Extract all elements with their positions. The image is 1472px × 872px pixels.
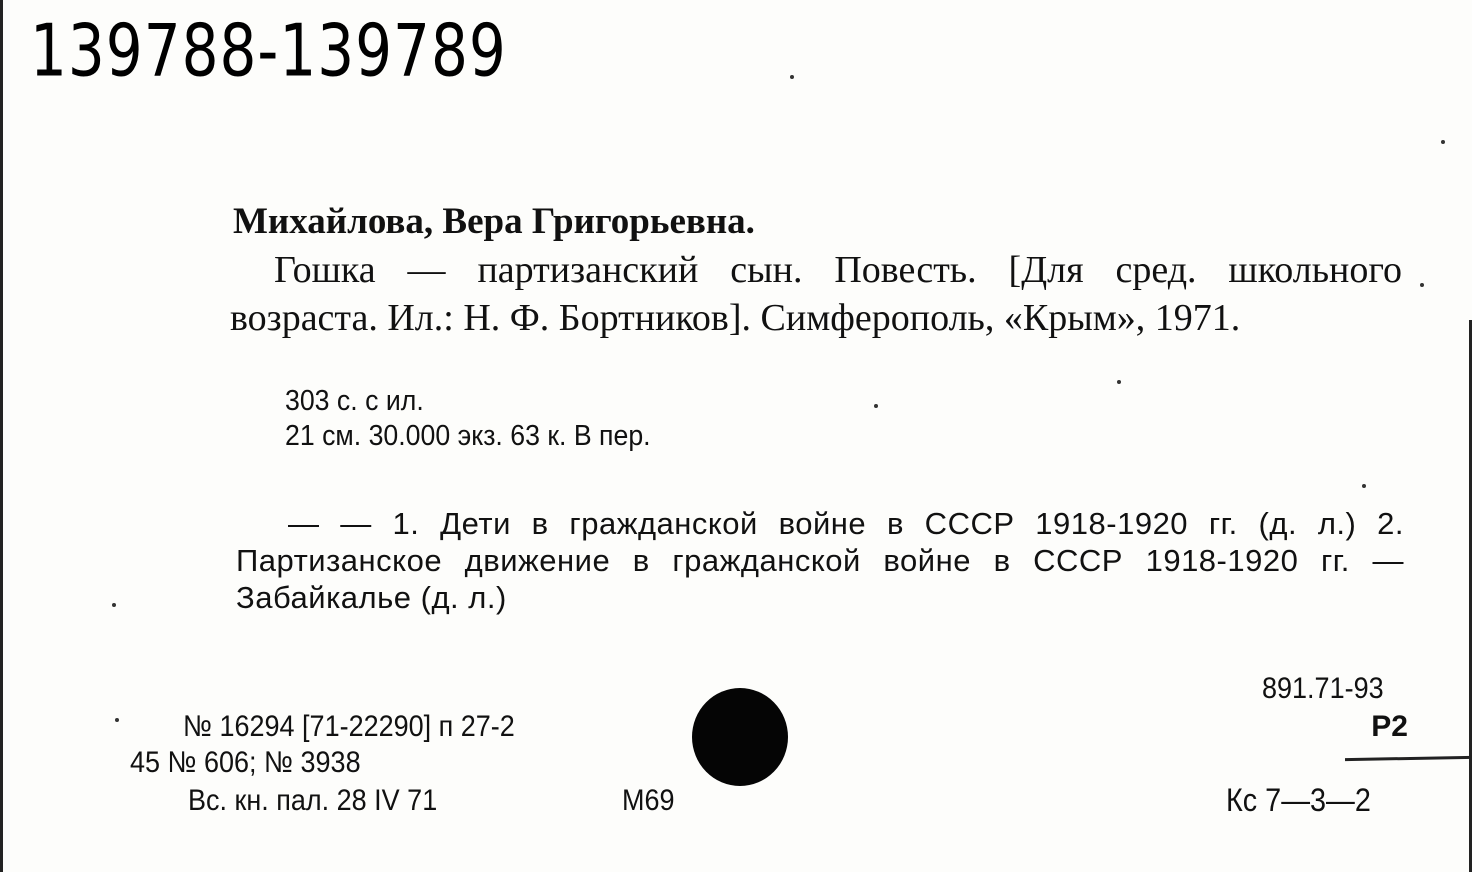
card-left-edge (0, 0, 3, 872)
physical-description-size: 21 см. 30.000 экз. 63 к. В пер. (285, 420, 651, 452)
speck (874, 404, 878, 408)
registry-line-2: 45 № 606; № 3938 (130, 746, 361, 779)
handwritten-inventory-number: 139788-139789 (30, 8, 507, 93)
physical-description-pages: 303 с. с ил. (285, 385, 424, 417)
speck (1117, 380, 1121, 384)
author-heading: Михайлова, Вера Григорьевна. (233, 201, 755, 242)
card-punch-hole (692, 688, 788, 786)
udc-classification: 891.71-93 (1262, 672, 1384, 705)
kc-code: Кс 7—3—2 (1226, 782, 1371, 818)
print-code: М69 (622, 784, 675, 817)
speck (1362, 484, 1366, 488)
author-sign: Р2 (1371, 710, 1408, 743)
speck (1441, 140, 1445, 144)
title-description: Гошка — партизанский сын. Повесть. [Для сред. школьного возраста. Ил.: Н. Ф. Бортников]. Симферополь, «Крым», 1971. (230, 249, 1402, 339)
divider-line (1345, 756, 1472, 761)
subject-headings: — — 1. Дети в гражданской войне в СССР 1918-1920 гг. (д. л.) 2. Партизанское движение в гражданской войне в СССР 1918-1920 гг. — Забайкалье (д. л.) (236, 506, 1404, 615)
speck (790, 75, 794, 79)
speck (112, 603, 116, 607)
speck (1420, 283, 1424, 287)
registry-line-3: Вс. кн. пал. 28 IV 71 (188, 784, 438, 817)
speck (115, 718, 119, 722)
registry-line-1: № 16294 [71-22290] п 27-2 (183, 710, 515, 743)
